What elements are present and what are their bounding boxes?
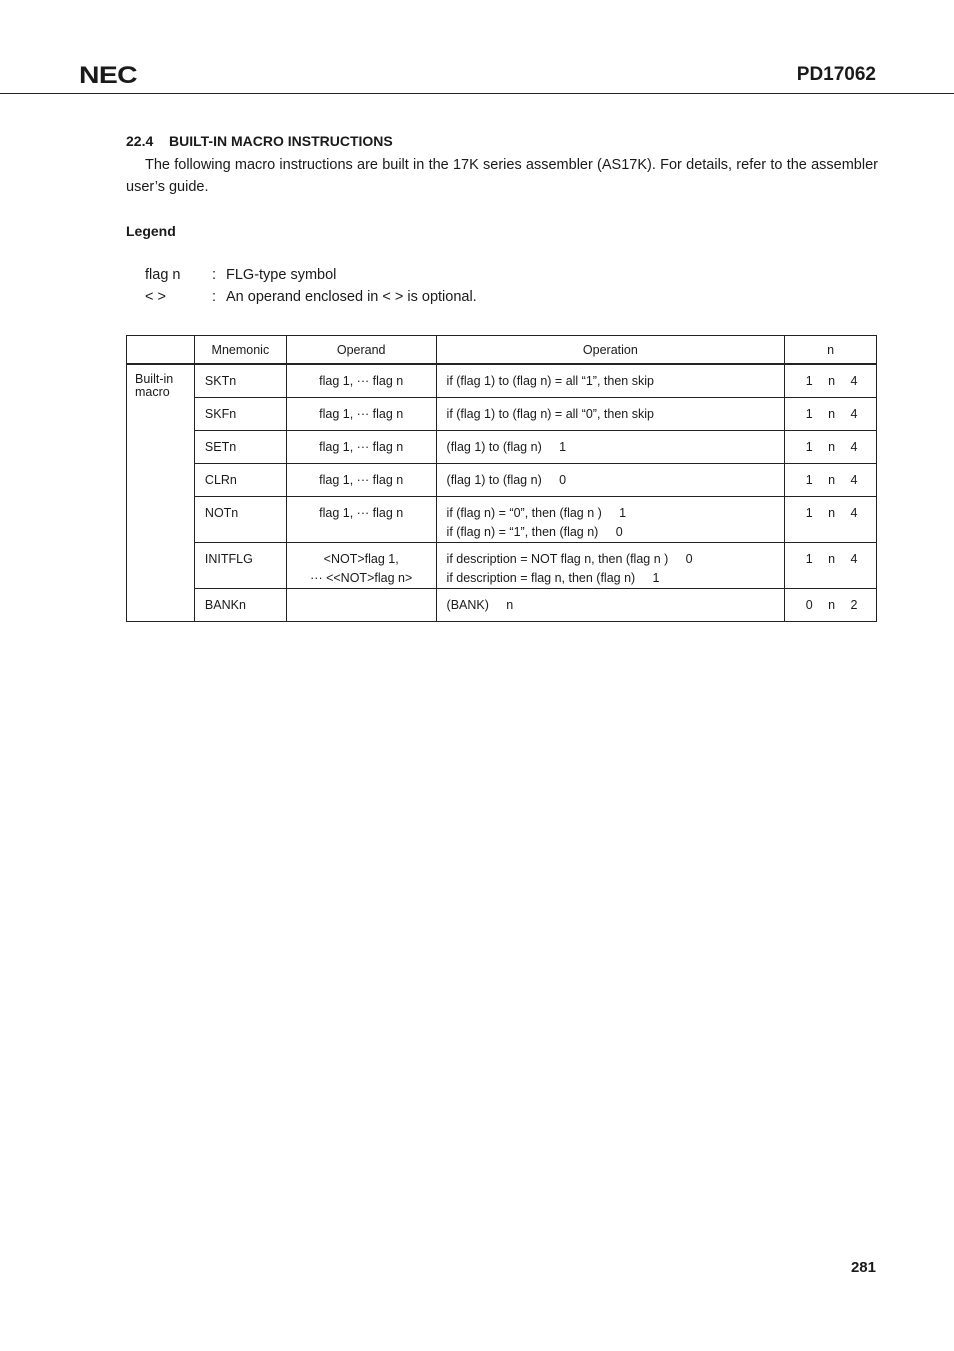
section-title: BUILT-IN MACRO INSTRUCTIONS bbox=[169, 133, 393, 149]
mnemonic-cell: NOTn bbox=[194, 497, 286, 543]
operand-cell bbox=[286, 543, 436, 589]
legend-title: Legend bbox=[126, 223, 176, 239]
part-number: PD17062 bbox=[796, 64, 876, 85]
operand-line: <NOT>flag 1, bbox=[323, 552, 399, 566]
header-rule bbox=[0, 93, 954, 94]
mnemonic-cell: BANKn bbox=[194, 589, 286, 622]
table-row bbox=[127, 464, 877, 497]
legend-desc: FLG-type symbol bbox=[226, 267, 337, 283]
operand-line: ··· <<NOT>flag n> bbox=[310, 571, 413, 585]
intro-paragraph: The following macro instructions are built in the 17K series assembler (AS17K). For details, refer to the assembler user’s guide. bbox=[126, 157, 878, 195]
section-number: 22.4 bbox=[126, 133, 154, 149]
legend-separator: : bbox=[212, 289, 217, 305]
operation-cell: (BANK) n bbox=[436, 589, 785, 622]
header-n: n bbox=[785, 336, 877, 365]
legend-separator: : bbox=[212, 267, 217, 283]
legend-term: flag n bbox=[145, 267, 181, 283]
header-operand: Operand bbox=[286, 336, 436, 365]
n-range-cell: 1 n 4 bbox=[785, 398, 877, 431]
table-row bbox=[127, 364, 877, 398]
operation-cell: (flag 1) to (flag n) 0 bbox=[436, 464, 785, 497]
operation-line: if (flag n) = “1”, then (flag n) 0 bbox=[446, 525, 623, 539]
header-operation: Operation bbox=[436, 336, 785, 365]
page-number: 281 bbox=[850, 1259, 876, 1276]
n-range-cell: 1 n 4 bbox=[785, 464, 877, 497]
table-row bbox=[127, 497, 877, 543]
operation-line: if description = flag n, then (flag n) 1 bbox=[446, 571, 660, 585]
operand-cell: flag 1, ··· flag n bbox=[286, 398, 436, 431]
n-range-cell: 1 n 4 bbox=[785, 497, 877, 543]
operation-line: if (flag n) = “0”, then (flag n ) 1 bbox=[446, 506, 627, 520]
operand-cell bbox=[286, 589, 436, 622]
mnemonic-cell: INITFLG bbox=[194, 543, 286, 589]
group-label bbox=[127, 364, 195, 622]
operation-cell: if (flag 1) to (flag n) = all “1”, then skip bbox=[436, 364, 785, 398]
header-group bbox=[127, 336, 195, 365]
operation-cell bbox=[436, 543, 785, 589]
operation-cell bbox=[436, 497, 785, 543]
operand-cell: flag 1, ··· flag n bbox=[286, 464, 436, 497]
table-row bbox=[127, 543, 877, 589]
n-range-cell: 1 n 4 bbox=[785, 431, 877, 464]
operand-cell: flag 1, ··· flag n bbox=[286, 364, 436, 398]
legend-desc: An operand enclosed in < > is optional. bbox=[226, 289, 477, 305]
macro-table bbox=[126, 335, 877, 622]
operation-cell: if (flag 1) to (flag n) = all “0”, then skip bbox=[436, 398, 785, 431]
legend-item bbox=[145, 289, 477, 305]
operand-cell: flag 1, ··· flag n bbox=[286, 431, 436, 464]
group-label-line: macro bbox=[135, 385, 170, 399]
legend-term: < > bbox=[145, 289, 166, 305]
operand-cell: flag 1, ··· flag n bbox=[286, 497, 436, 543]
nec-logo: NEC bbox=[79, 62, 138, 89]
mnemonic-cell: CLRn bbox=[194, 464, 286, 497]
mnemonic-cell: SETn bbox=[194, 431, 286, 464]
table-row bbox=[127, 431, 877, 464]
n-range-cell: 0 n 2 bbox=[785, 589, 877, 622]
table-header-row bbox=[127, 336, 877, 365]
legend-item bbox=[145, 267, 336, 283]
mnemonic-cell: SKFn bbox=[194, 398, 286, 431]
operation-line: if description = NOT flag n, then (flag n ) 0 bbox=[446, 552, 693, 566]
table-row bbox=[127, 398, 877, 431]
n-range-cell: 1 n 4 bbox=[785, 364, 877, 398]
table-row bbox=[127, 589, 877, 622]
n-range-cell: 1 n 4 bbox=[785, 543, 877, 589]
operation-cell: (flag 1) to (flag n) 1 bbox=[436, 431, 785, 464]
section-heading bbox=[126, 133, 393, 149]
group-label-line: Built-in bbox=[135, 372, 174, 386]
mnemonic-cell: SKTn bbox=[194, 364, 286, 398]
header-mnemonic: Mnemonic bbox=[194, 336, 286, 365]
